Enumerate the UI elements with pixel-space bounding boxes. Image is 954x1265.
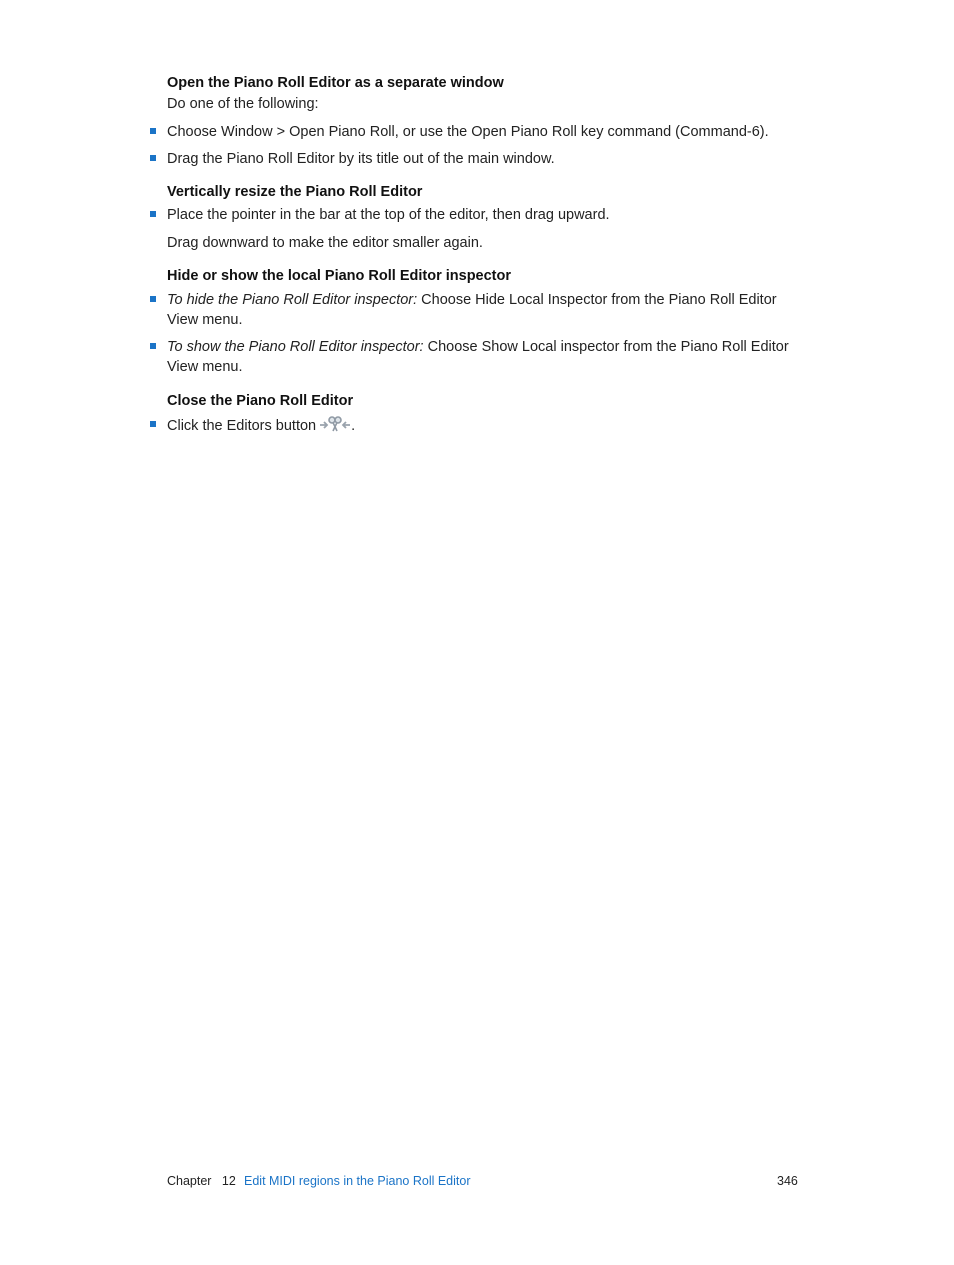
bullet-marker [150, 128, 156, 134]
list-item-body: Choose Hide Local Inspector from the Piano Roll Editor View menu. [167, 292, 777, 328]
footer-chapter-number: 12 [221, 1174, 236, 1188]
list-item-text: Place the pointer in the bar at the top of the editor, then drag upward. [167, 207, 610, 223]
list-item-text [167, 337, 790, 377]
list-item [150, 415, 790, 439]
section-heading-open-window: Open the Piano Roll Editor as a separate window [167, 75, 504, 91]
footer-chapter [167, 1174, 236, 1188]
section-heading-resize: Vertically resize the Piano Roll Editor [167, 184, 423, 200]
list-item-text: Drag the Piano Roll Editor by its title out of the main window. [167, 151, 555, 167]
list-item-body: Choose Show Local inspector from the Piano Roll Editor View menu. [167, 339, 789, 375]
footer-chapter-title-link[interactable]: Edit MIDI regions in the Piano Roll Editor [244, 1174, 471, 1188]
list-item-punctuation: . [351, 418, 356, 434]
bullet-marker [150, 296, 156, 302]
list-item [150, 122, 790, 142]
bullet-marker [150, 211, 156, 217]
list-item-text: Choose Window > Open Piano Roll, or use the Open Piano Roll key command (Command-6). [167, 124, 769, 140]
list-item [150, 205, 790, 225]
list-item-lead: To show the Piano Roll Editor inspector: [167, 339, 424, 355]
list-item-text [167, 290, 790, 330]
footer-chapter-label: Chapter [167, 1174, 212, 1188]
section-heading-close: Close the Piano Roll Editor [167, 393, 354, 409]
list-item [150, 149, 790, 169]
list-item-body: Click the Editors button [167, 418, 317, 434]
list-item-text [167, 415, 790, 439]
section-note: Drag downward to make the editor smaller again. [167, 235, 483, 251]
footer-page-number: 346 [777, 1174, 798, 1188]
section-intro: Do one of the following: [167, 96, 319, 112]
list-item [150, 337, 790, 377]
editors-scissors-icon [319, 415, 351, 439]
section-heading-inspector: Hide or show the local Piano Roll Editor inspector [167, 268, 512, 284]
bullet-marker [150, 155, 156, 161]
bullet-marker [150, 421, 156, 427]
list-item-lead: To hide the Piano Roll Editor inspector: [167, 292, 418, 308]
bullet-marker [150, 343, 156, 349]
list-item [150, 290, 790, 330]
